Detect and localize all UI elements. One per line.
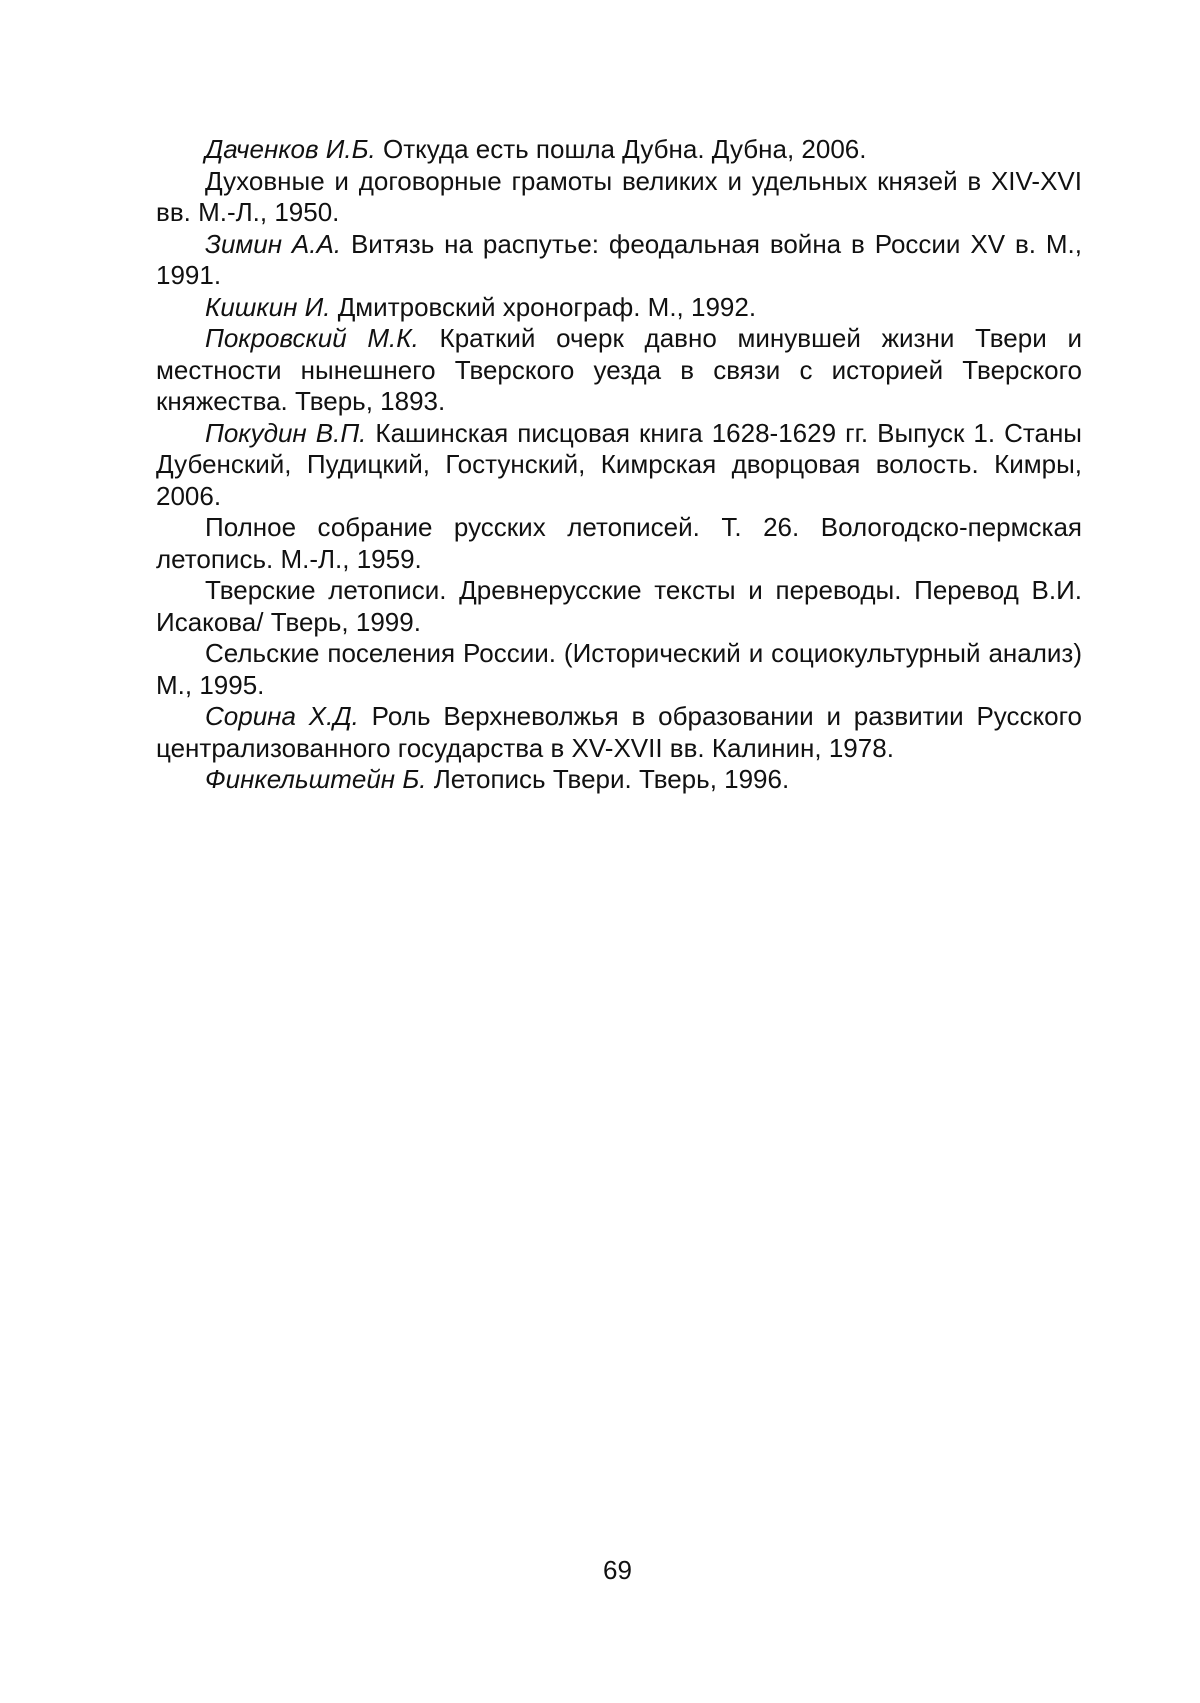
entry-text: Откуда есть пошла Дубна. Дубна, 2006. (375, 134, 867, 164)
entry-text: Краткий очерк давно минувшей жизни Твери и местности нынешнего Тверского уезда в связи с историей Тверского княжества. Тверь, 1893. (156, 323, 1082, 416)
entry-text: Витязь на распутье: феодальная война в России XV в. М., 1991. (156, 228, 1082, 290)
entry-text: Духовные и договорные грамоты великих и удельных князей в XIV-XVI вв. М.-Л., 1950. (156, 165, 1082, 227)
bibliography-entry (156, 638, 1082, 701)
bibliography-entry (156, 575, 1082, 638)
bibliography-list (156, 134, 1082, 796)
bibliography-entry (156, 764, 1082, 796)
bibliography-entry (156, 166, 1082, 229)
entry-author: Покудин В.П. (205, 417, 367, 448)
bibliography-entry (156, 292, 1082, 324)
page-number: 69 (603, 1555, 632, 1585)
bibliography-entry (156, 229, 1082, 292)
entry-text: Роль Верхневолжья в образовании и развитии Русского централизованного государства в XV-XVII вв. Калинин, 1978. (156, 701, 1083, 763)
entry-text: Сельские поселения России. (Исторический и социокультурный анализ) М., 1995. (156, 638, 1082, 700)
entry-text: Тверские летописи. Древнерусские тексты и переводы. Перевод В.И. Исакова/ Тверь, 1999. (156, 575, 1082, 637)
entry-text: Кашинская писцовая книга 1628-1629 гг. Выпуск 1. Станы Дубенский, Пудицкий, Гостунский, Кимрская дворцовая волость. Кимры, 2006. (156, 417, 1082, 511)
entry-author: Зимин А.А. (205, 228, 342, 259)
entry-text: Дмитровский хронограф. М., 1992. (330, 291, 757, 322)
bibliography-entry (156, 323, 1082, 418)
entry-author: Даченков И.Б. (205, 134, 376, 164)
bibliography-entry (156, 512, 1082, 575)
entry-text: Летопись Твери. Тверь, 1996. (426, 764, 790, 794)
entry-author: Финкельштейн Б. (205, 764, 427, 794)
entry-author: Покровский М.К. (205, 323, 419, 353)
entry-author: Сорина Х.Д. (205, 701, 359, 731)
bibliography-entry (156, 701, 1082, 764)
entry-author: Кишкин И. (205, 291, 331, 322)
bibliography-entry (156, 418, 1082, 513)
entry-text: Полное собрание русских летописей. Т. 26. Вологодско-пермская летопись. М.-Л., 1959. (156, 512, 1082, 574)
bibliography-entry (156, 134, 1082, 166)
